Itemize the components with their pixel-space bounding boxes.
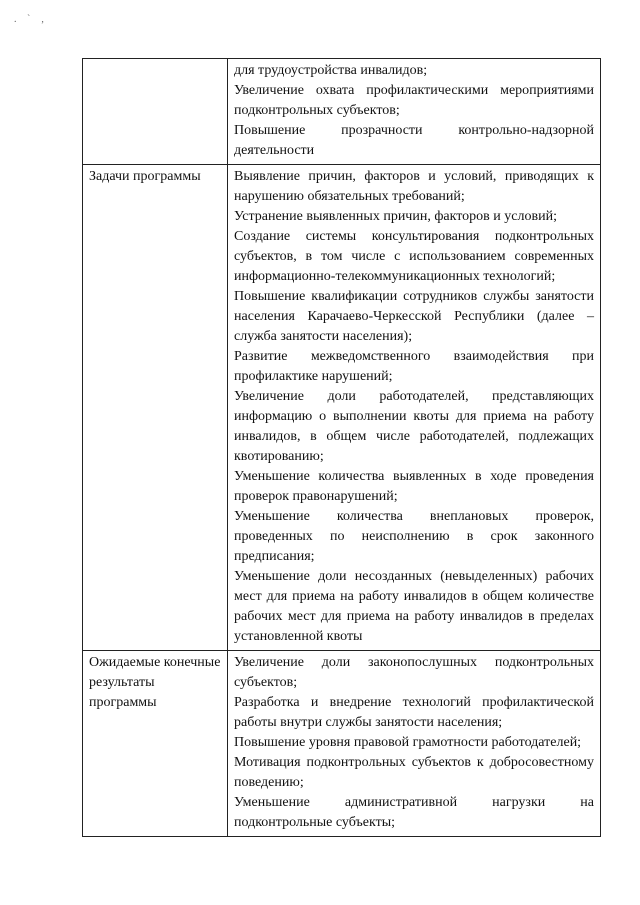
list-item: Уменьшение доли несозданных (невыделенных) рабочих мест для приема на работу инвалидов в общем количестве рабочих мест для приема на работу инвалидов в пределах установленной квоты bbox=[234, 569, 594, 644]
list-item: Создание системы консультирования подконтрольных субъектов, в том числе с использованием современных информационно-телекоммуникационных технологий; bbox=[234, 229, 594, 284]
list-item: Развитие межведомственного взаимодействия при профилактике нарушений; bbox=[234, 349, 594, 384]
list-item: Уменьшение количества выявленных в ходе проведения проверок правонарушений; bbox=[234, 469, 594, 504]
list-item: Устранение выявленных причин, факторов и условий; bbox=[234, 209, 557, 224]
table-row-program-tasks bbox=[83, 165, 601, 651]
table-row-goals-continued bbox=[83, 59, 601, 165]
list-item: Выявление причин, факторов и условий, приводящих к нарушению обязательных требований; bbox=[234, 169, 594, 204]
list-item: Мотивация подконтрольных субъектов к добросовестному поведению; bbox=[234, 755, 594, 790]
row-content bbox=[228, 59, 601, 165]
list-item: для трудоустройства инвалидов; bbox=[234, 63, 428, 78]
table-row-expected-results bbox=[83, 651, 601, 837]
list-item: Повышение уровня правовой грамотности работодателей; bbox=[234, 735, 582, 750]
list-item: Повышение квалификации сотрудников службы занятости населения Карачаево-Черкесской Республики (далее – служба занятости населения); bbox=[234, 289, 594, 344]
list-item: Увеличение охвата профилактическими мероприятиями подконтрольных субъектов; bbox=[234, 83, 594, 118]
list-item: Увеличение доли работодателей, представляющих информацию о выполнении квоты для приема на работу инвалидов, в общем числе работодателей, подлежащих квотированию; bbox=[234, 389, 594, 464]
row-label: Ожидаемые конечные результаты программы bbox=[83, 651, 228, 837]
scan-specks: . ` ‚ bbox=[14, 14, 49, 25]
list-item: Уменьшение административной нагрузки на подконтрольные субъекты; bbox=[234, 795, 594, 830]
list-item: Разработка и внедрение технологий профилактической работы внутри службы занятости населения; bbox=[234, 695, 594, 730]
list-item: Повышение прозрачности контрольно-надзорной деятельности bbox=[234, 123, 594, 158]
row-content bbox=[228, 651, 601, 837]
list-item: Уменьшение количества внеплановых проверок, проведенных по неисполнению в срок законного предписания; bbox=[234, 509, 594, 564]
program-table bbox=[82, 58, 601, 837]
row-label: Задачи программы bbox=[83, 165, 228, 651]
list-item: Увеличение доли законопослушных подконтрольных субъектов; bbox=[234, 655, 594, 690]
row-label bbox=[83, 59, 228, 165]
row-content bbox=[228, 165, 601, 651]
